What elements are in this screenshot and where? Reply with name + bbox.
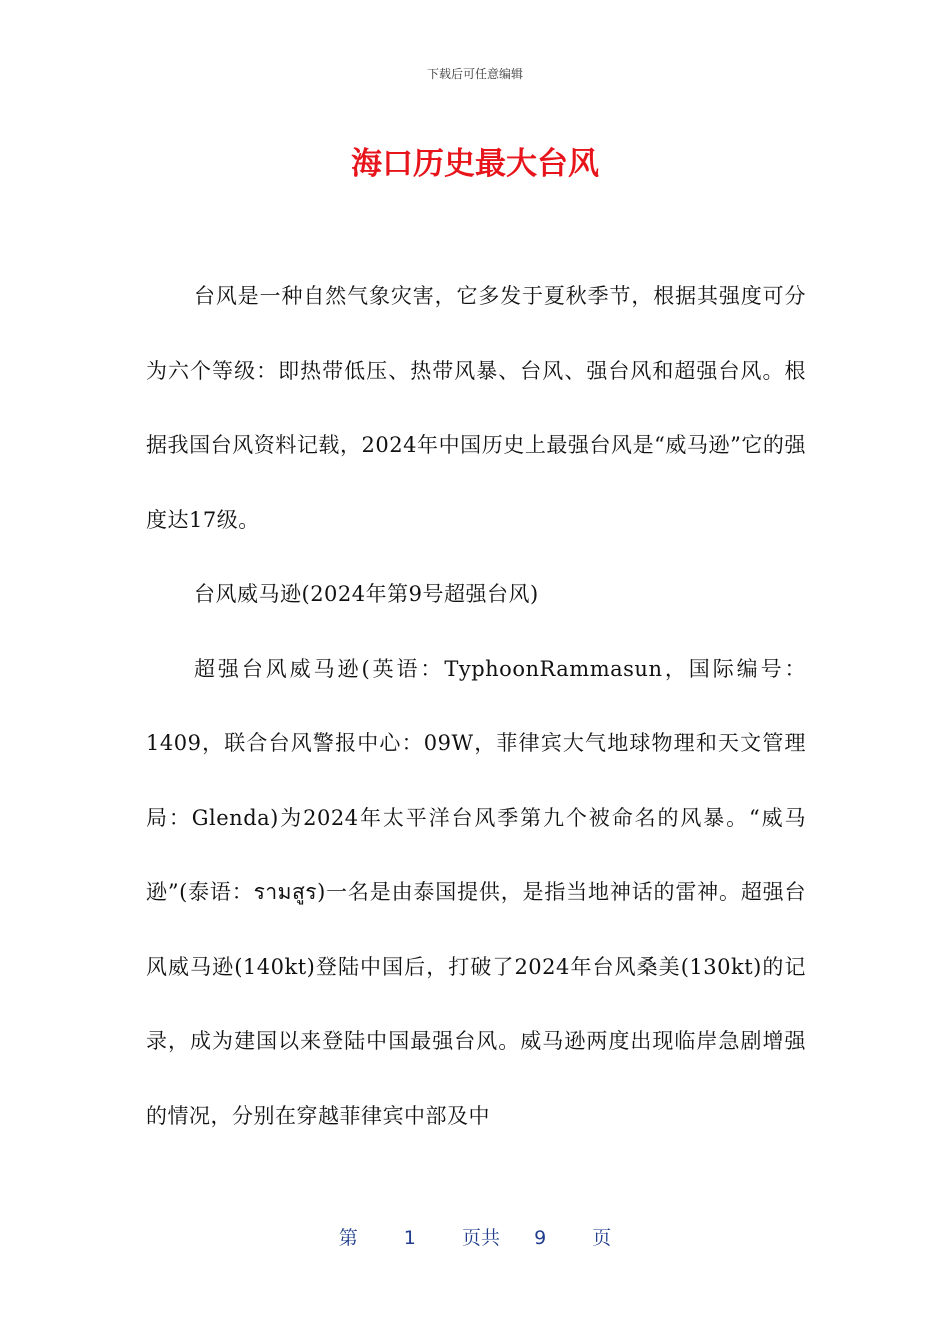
paragraph-intro: 台风是一种自然气象灾害，它多发于夏秋季节，根据其强度可分为六个等级：即热带低压、热带风暴、台风、强台风和超强台风。根据我国台风资料记载，2024年中国历史上最强台风是“威马逊”它的强度达17级。 xyxy=(146,284,806,532)
paragraph-details: 超强台风威马逊(英语：TyphoonRammasun，国际编号：1409，联合台风警报中心：09W，菲律宾大气地球物理和天文管理局：Glenda)为2024年太平洋台风季第九个被命名的风暴。“威马逊”(泰语：รามสูร)一名是由泰国提供，是指当地神话的雷神。超强台风威马逊(140kt)登陆中国后，打破了2024年台风桑美(130kt)的记录，成为建国以来登陆中国最强台风。威马逊两度出现临岸急剧增强的情况，分别在穿越菲律宾中部及中 xyxy=(146,656,806,1128)
footer-total-pages: 9 xyxy=(534,1227,547,1249)
document-title: 海口历史最大台风 xyxy=(351,146,599,182)
footer-prefix: 第 xyxy=(338,1227,358,1249)
paragraph-subtitle: 台风威马逊(2024年第9号超强台风) xyxy=(194,582,539,606)
footer-middle: 页共 xyxy=(461,1227,500,1249)
page-header-note: 下载后可任意编辑 xyxy=(426,67,523,81)
footer-current-page: 1 xyxy=(403,1227,416,1249)
page-footer xyxy=(0,1223,950,1253)
document-body xyxy=(146,259,806,1153)
footer-suffix: 页 xyxy=(592,1227,612,1249)
